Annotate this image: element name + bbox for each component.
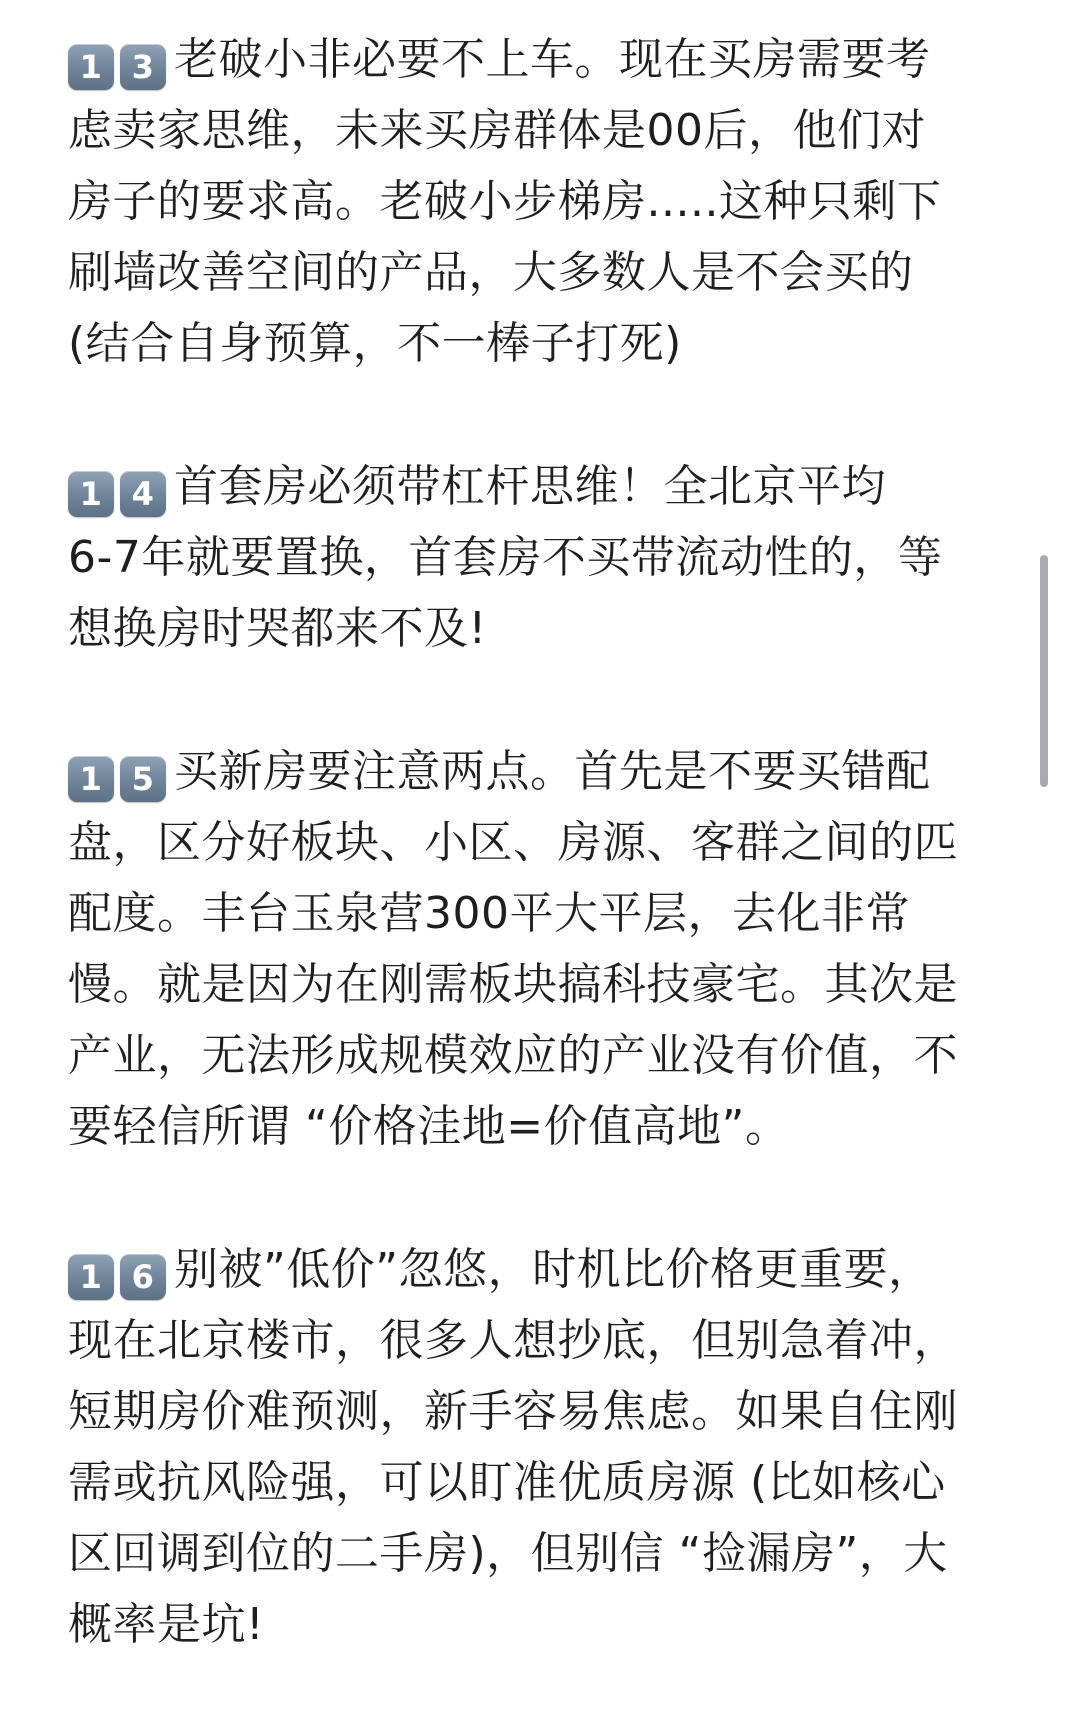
number-badge-group <box>68 451 172 522</box>
tip-line: 盘，区分好板块、小区、房源、客群之间的匹 <box>68 817 958 868</box>
keycap-digit-icon: 1 <box>68 44 114 90</box>
keycap-digit-icon: 6 <box>120 1254 166 1300</box>
tip-section-15 <box>68 736 1008 1162</box>
number-badge-group <box>68 1234 172 1305</box>
tip-line: 6-7年就要置换，首套房不买带流动性的，等 <box>68 532 943 583</box>
vertical-scrollbar[interactable] <box>1040 555 1048 787</box>
tip-section-13 <box>68 24 1008 379</box>
tip-line <box>68 1234 1008 1305</box>
tip-line <box>68 736 1008 807</box>
number-badge-group <box>68 24 172 95</box>
keycap-digit-icon: 3 <box>120 44 166 90</box>
tip-text: 老破小非必要不上车。现在买房需要考 <box>174 34 931 85</box>
tip-line: 刷墙改善空间的产品，大多数人是不会买的 <box>68 247 914 298</box>
tip-line: 要轻信所谓 “价格洼地=价值高地”。 <box>68 1101 790 1152</box>
number-badge-group <box>68 736 172 807</box>
tip-line <box>68 451 1008 522</box>
tip-text: 买新房要注意两点。首先是不要买错配 <box>174 746 931 797</box>
tip-line: 产业，无法形成规模效应的产业没有价值，不 <box>68 1030 958 1081</box>
tip-line: 虑卖家思维，未来买房群体是00后，他们对 <box>68 105 926 156</box>
tip-line <box>68 24 1008 95</box>
tip-text: 别被”低价”忽悠，时机比价格更重要， <box>174 1244 933 1295</box>
tip-line: 概率是坑! <box>68 1599 265 1650</box>
tip-line: 配度。丰台玉泉营300平大平层，去化非常 <box>68 888 910 939</box>
tip-line: 想换房时哭都来不及! <box>68 603 487 654</box>
tip-section-14 <box>68 451 1008 664</box>
keycap-digit-icon: 1 <box>68 1254 114 1300</box>
keycap-digit-icon: 5 <box>120 756 166 802</box>
keycap-digit-icon: 4 <box>120 471 166 517</box>
tip-line: 需或抗风险强，可以盯准优质房源 (比如核心 <box>68 1457 946 1508</box>
tip-text: 首套房必须带杠杆思维！全北京平均 <box>174 461 886 512</box>
tip-line: 房子的要求高。老破小步梯房.....这种只剩下 <box>68 176 942 227</box>
tip-line: 区回调到位的二手房)，但别信 “捡漏房”，大 <box>68 1528 948 1579</box>
tip-line: 现在北京楼市，很多人想抄底，但别急着冲， <box>68 1315 958 1366</box>
tip-section-16 <box>68 1234 1008 1660</box>
keycap-digit-icon: 1 <box>68 471 114 517</box>
tip-line: 短期房价难预测，新手容易焦虑。如果自住刚 <box>68 1386 958 1437</box>
keycap-digit-icon: 1 <box>68 756 114 802</box>
note-content <box>68 24 1008 1660</box>
tip-line: 慢。就是因为在刚需板块搞科技豪宅。其次是 <box>68 959 958 1010</box>
tip-line: (结合自身预算，不一棒子打死) <box>68 318 682 369</box>
